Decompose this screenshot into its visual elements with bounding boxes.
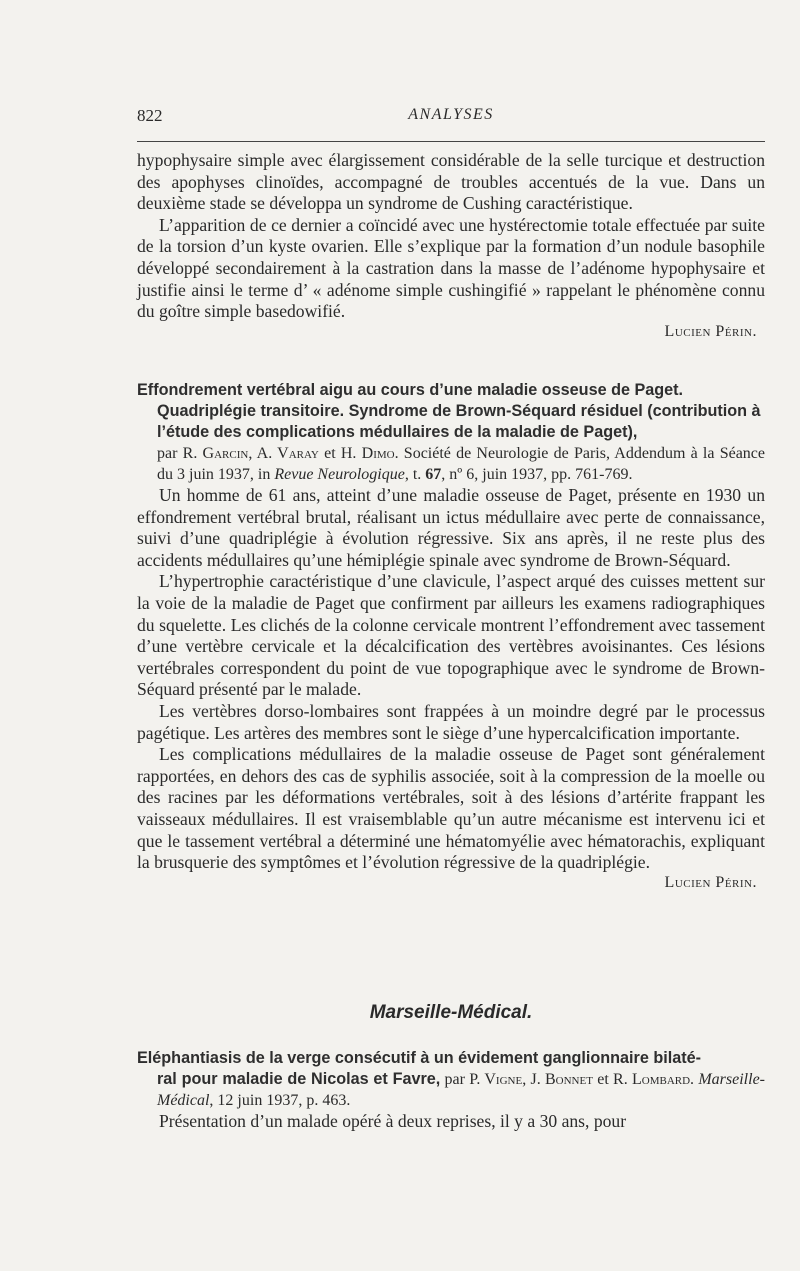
intro-paragraph-1: hypophysaire simple avec élargissement considérable de la selle turcique et destruction des apophyses clinoïdes, accompagné de troubles accentués de la vue. Dans un deuxième stade se développa un syndrome de Cushing caractéristique. (137, 150, 765, 214)
running-title: ANALYSES (408, 106, 494, 123)
citation-issue-pages: , 12 juin 1937, p. 463. (209, 1092, 351, 1109)
article-2-title (137, 1048, 765, 1069)
article-1-citation (137, 443, 765, 485)
article-1 (137, 380, 765, 892)
citation-journal: Marseille-Médical (157, 1071, 765, 1109)
article-1-paragraph: L’hypertrophie caractéristique d’une clavicule, l’aspect arqué des cuisses mettent sur la voie de la maladie de Paget que confirment par ailleurs les examens radiographiques du squelette. Les clichés de la colonne cervicale montrent l’effondrement avec tassement d’une vertèbre cervicale et la décalcification des vertèbres avoisinantes. Ces lésions vertébrales correspondent du point de vue topographique avec le syndrome de Brown-Séquard présenté par le malade. (137, 571, 765, 700)
citation-source: Société de Neurologie de Paris, Addendum à la Séance du 3 juin 1937, in (157, 445, 765, 483)
citation-author-last: H. Dimo. (340, 445, 399, 462)
citation-volume-prefix: , t. (404, 466, 422, 483)
citation-authors: R. Garcin, A. Varay (182, 445, 319, 462)
intro-paragraph-2 (137, 215, 765, 323)
citation-volume: 67 (425, 466, 442, 483)
citation-and: et (597, 1071, 609, 1088)
article-2-title-line1: Eléphantiasis de la verge consécutif à un évidement ganglionnaire bilaté- (137, 1049, 702, 1067)
signature: Lucien Périn. (664, 322, 757, 340)
article-1-title-rest: Quadriplégie transitoire. Syndrome de Brown-Séquard résiduel (contribution à l’étude des complications médullaires de la maladie de Paget), (157, 402, 761, 441)
citation-issue-pages: , nº 6, juin 1937, pp. 761-769. (441, 466, 633, 483)
article-1-paragraph: Les complications médullaires de la maladie osseuse de Paget sont généralement rapportées, en dehors des cas de syphilis associée, soit à la compression de la moelle ou des racines par les déformations vertébrales, soit à des lésions d’artérite frappant les vaisseaux médullaires. Il est vraisemblable qu’un autre mécanisme est intervenu ici et que le tassement vertébral a déterminé une hématomyélie avec hématorachis, expliquant la brusquerie des symptômes et l’évolution régressive de la quadriplégie. (137, 744, 765, 873)
citation-by: par (157, 445, 178, 462)
article-1-paragraph: Un homme de 61 ans, atteint d’une maladie osseuse de Paget, présente en 1930 un effondrement vertébral brutal, réalisant un ictus médullaire avec perte de connaissance, suivi d’une quadriplégie à évolution régressive. Six ans après, il ne reste plus des accidents médullaires qu’une hémiplégie spinale avec syndrome de Brown-Séquard. (137, 485, 765, 570)
article-2 (137, 1048, 765, 1133)
article-2-title-rest: ral pour maladie de Nicolas et Favre, (157, 1070, 441, 1088)
intro-signature-line (137, 323, 765, 341)
article-1-signature-line (137, 874, 765, 892)
page-number: 822 (137, 106, 163, 125)
header-rule (137, 141, 765, 142)
running-head (137, 106, 765, 130)
article-1-paragraph: Les vertèbres dorso-lombaires sont frappées à un moindre degré par le processus pagétique. Les artères des membres sont le siège d’une hypercalcification importante. (137, 700, 765, 743)
citation-author-last: R. Lombard. (613, 1071, 695, 1088)
citation-and: et (324, 445, 336, 462)
intro-section (137, 150, 765, 341)
article-1-title (137, 380, 765, 443)
article-1-title-line1: Effondrement vertébral aigu au cours d’une maladie osseuse de Paget. (137, 381, 684, 399)
signature: Lucien Périn. (664, 873, 757, 891)
intro-paragraph-2-text: L’apparition de ce dernier a coïncidé avec une hystérectomie totale effectuée par suite de la torsion d’un kyste ovarien. Elle s’explique par la formation d’un nodule basophile développé secondairement à la castration dans la masse de l’adénome hypophysaire et justifie ainsi le terme d’ « adénome simple cushingifié » rappelant le phénomène connu du goître simple basedowifié. (137, 214, 765, 322)
citation-journal: Revue Neurologique (274, 466, 405, 483)
article-2-citation (137, 1069, 765, 1111)
journal-heading: Marseille-Médical. (369, 1002, 533, 1023)
citation-authors: P. Vigne, J. Bonnet (469, 1071, 593, 1088)
citation-by: par (444, 1071, 465, 1088)
article-2-paragraph: Présentation d’un malade opéré à deux reprises, il y a 30 ans, pour (159, 1111, 627, 1131)
